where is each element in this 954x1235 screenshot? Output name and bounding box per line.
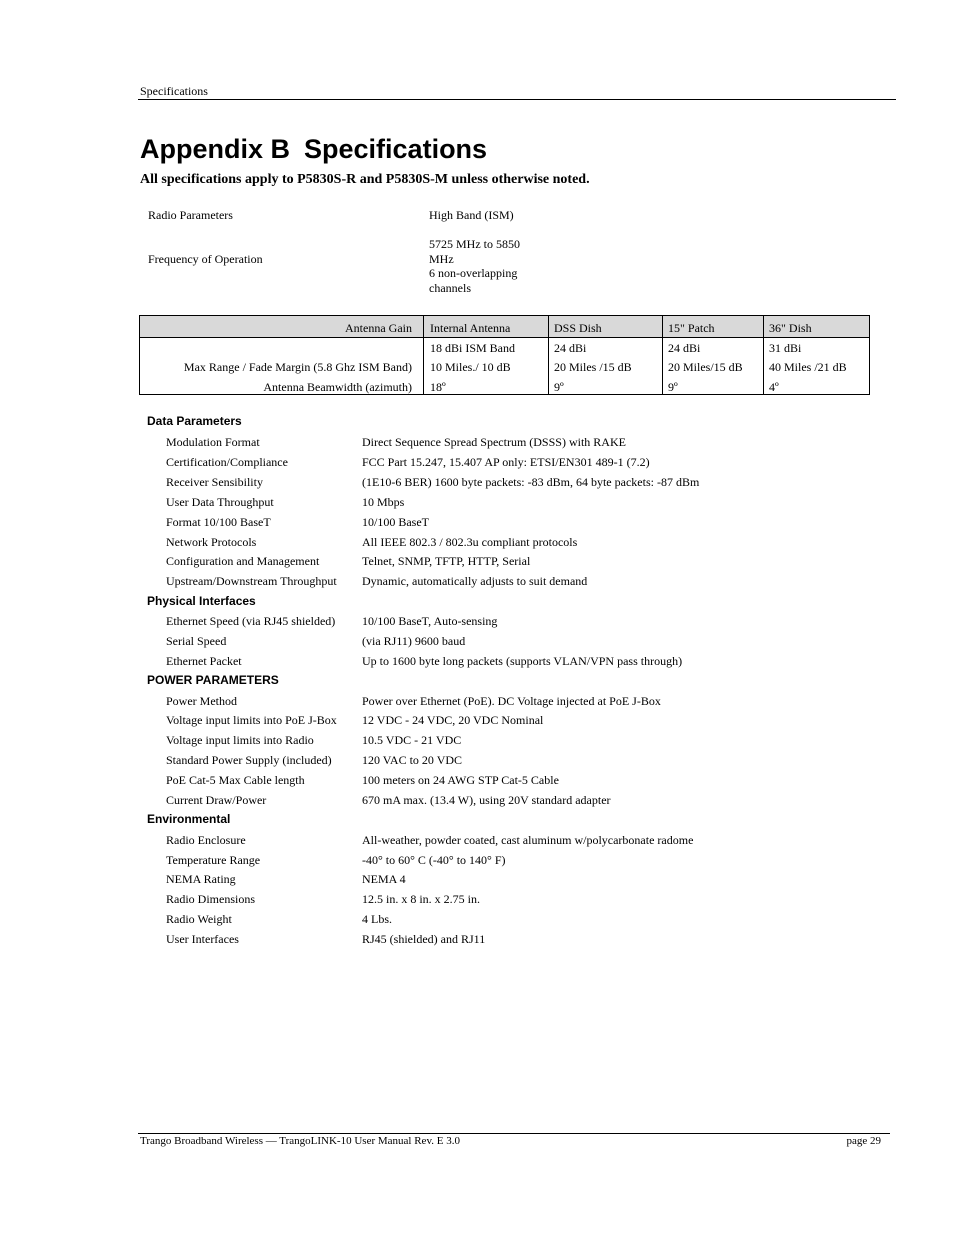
gain-cell: 24 dBi	[668, 341, 701, 355]
spec-label: Certification/Compliance	[166, 455, 288, 469]
spec-value: Power over Ethernet (PoE). DC Voltage injected at PoE J-Box	[362, 694, 661, 708]
appendix-label: Appendix B	[140, 134, 291, 164]
spec-label: Power Method	[166, 694, 237, 708]
page-title	[140, 134, 487, 165]
section-heading-environmental: Environmental	[147, 812, 231, 826]
spec-label: Voltage input limits into Radio	[166, 733, 314, 747]
radio-params-label: Radio Parameters	[148, 208, 233, 222]
spec-label: User Interfaces	[166, 932, 239, 946]
table-divider	[423, 316, 424, 394]
frequency-line: channels	[429, 280, 471, 295]
antenna-gain-label: Antenna Gain	[345, 321, 412, 335]
max-range-label: Max Range / Fade Margin (5.8 Ghz ISM Band)	[183, 360, 412, 374]
section-heading-power: POWER PARAMETERS	[147, 673, 279, 687]
spec-label: PoE Cat-5 Max Cable length	[166, 773, 305, 787]
spec-label: Format 10/100 BaseT	[166, 515, 271, 529]
spec-value: (via RJ11) 9600 baud	[362, 634, 466, 648]
spec-label: Voltage input limits into PoE J-Box	[166, 713, 337, 727]
beamwidth-label: Antenna Beamwidth (azimuth)	[263, 380, 412, 394]
spec-value: All IEEE 802.3 / 802.3u compliant protocols	[362, 535, 578, 549]
table-divider	[662, 316, 663, 394]
column-header: DSS Dish	[554, 321, 602, 335]
spec-value: 12.5 in. x 8 in. x 2.75 in.	[362, 892, 481, 906]
frequency-line: 5725 MHz to 5850	[429, 237, 520, 251]
radio-params-value: High Band (ISM)	[429, 208, 514, 222]
spec-label: Upstream/Downstream Throughput	[166, 574, 337, 588]
table-divider	[548, 316, 549, 394]
spec-value: 12 VDC - 24 VDC, 20 VDC Nominal	[362, 713, 544, 727]
antenna-table	[139, 315, 870, 395]
range-cell: 10 Miles./ 10 dB	[430, 360, 511, 374]
spec-value: FCC Part 15.247, 15.407 AP only: ETSI/EN301 489-1 (7.2)	[362, 455, 650, 469]
spec-value: 100 meters on 24 AWG STP Cat-5 Cable	[362, 773, 559, 787]
column-header: 15" Patch	[668, 321, 715, 335]
footer-rule	[138, 1133, 890, 1134]
running-header: Specifications	[140, 84, 208, 98]
spec-label: Temperature Range	[166, 853, 261, 867]
range-cell: 40 Miles /21 dB	[769, 360, 847, 374]
range-cell: 20 Miles /15 dB	[554, 360, 632, 374]
spec-label: User Data Throughput	[166, 495, 274, 509]
spec-label: Receiver Sensibility	[166, 475, 263, 489]
beam-cell: 4º	[769, 380, 779, 394]
spec-value: 670 mA max. (13.4 W), using 20V standard adapter	[362, 793, 611, 807]
section-heading-data: Data Parameters	[147, 414, 242, 428]
footer-manual-title: Trango Broadband Wireless — TrangoLINK-10 User Manual Rev. E 3.0	[140, 1135, 460, 1147]
spec-value: All-weather, powder coated, cast aluminum w/polycarbonate radome	[362, 833, 694, 847]
range-cell: 20 Miles/15 dB	[668, 360, 743, 374]
spec-value: Direct Sequence Spread Spectrum (DSSS) with RAKE	[362, 435, 626, 449]
intro-note: All specifications apply to P5830S-R and P5830S-M unless otherwise noted.	[140, 172, 590, 187]
section-heading-physical: Physical Interfaces	[147, 594, 256, 608]
frequency-line: 6 non-overlapping	[429, 266, 518, 280]
spec-label: Ethernet Speed (via RJ45 shielded)	[166, 614, 336, 628]
beam-cell: 9º	[554, 380, 564, 394]
frequency-line: MHz	[429, 251, 454, 266]
gain-cell: 18 dBi ISM Band	[430, 341, 516, 355]
gain-cell: 24 dBi	[554, 341, 587, 355]
spec-value: Dynamic, automatically adjusts to suit demand	[362, 574, 588, 588]
spec-value: NEMA 4	[362, 872, 406, 886]
table-divider	[763, 316, 764, 394]
spec-value: 10/100 BaseT	[362, 515, 429, 529]
spec-label: Current Draw/Power	[166, 793, 267, 807]
spec-value: 10/100 BaseT, Auto-sensing	[362, 614, 498, 628]
page-number: page 29	[846, 1135, 881, 1147]
spec-value: 120 VAC to 20 VDC	[362, 753, 463, 767]
column-header: Internal Antenna	[430, 321, 511, 335]
appendix-name: Specifications	[304, 134, 488, 164]
spec-label: NEMA Rating	[166, 872, 236, 886]
spec-value: RJ45 (shielded) and RJ11	[362, 932, 486, 946]
frequency-value	[429, 237, 520, 295]
spec-value: 10 Mbps	[362, 495, 405, 509]
spec-value: 4 Lbs.	[362, 912, 392, 926]
spec-value: 10.5 VDC - 21 VDC	[362, 733, 462, 747]
spec-label: Standard Power Supply (included)	[166, 753, 332, 767]
spec-value: (1E10-6 BER) 1600 byte packets: -83 dBm, 64 byte packets: -87 dBm	[362, 475, 700, 489]
spec-label: Radio Dimensions	[166, 892, 255, 906]
beam-cell: 18º	[430, 380, 446, 394]
spec-label: Network Protocols	[166, 535, 257, 549]
frequency-label: Frequency of Operation	[148, 252, 263, 266]
gain-cell: 31 dBi	[769, 341, 802, 355]
beam-cell: 9º	[668, 380, 678, 394]
spec-label: Radio Weight	[166, 912, 232, 926]
column-header: 36" Dish	[769, 321, 812, 335]
spec-label: Configuration and Management	[166, 554, 320, 568]
spec-label: Ethernet Packet	[166, 654, 242, 668]
spec-value: Telnet, SNMP, TFTP, HTTP, Serial	[362, 554, 531, 568]
spec-label: Serial Speed	[166, 634, 227, 648]
spec-value: Up to 1600 byte long packets (supports VLAN/VPN pass through)	[362, 654, 683, 668]
spec-label: Radio Enclosure	[166, 833, 246, 847]
spec-value: -40° to 60° C (-40° to 140° F)	[362, 853, 506, 867]
header-rule	[138, 99, 896, 100]
spec-label: Modulation Format	[166, 435, 260, 449]
